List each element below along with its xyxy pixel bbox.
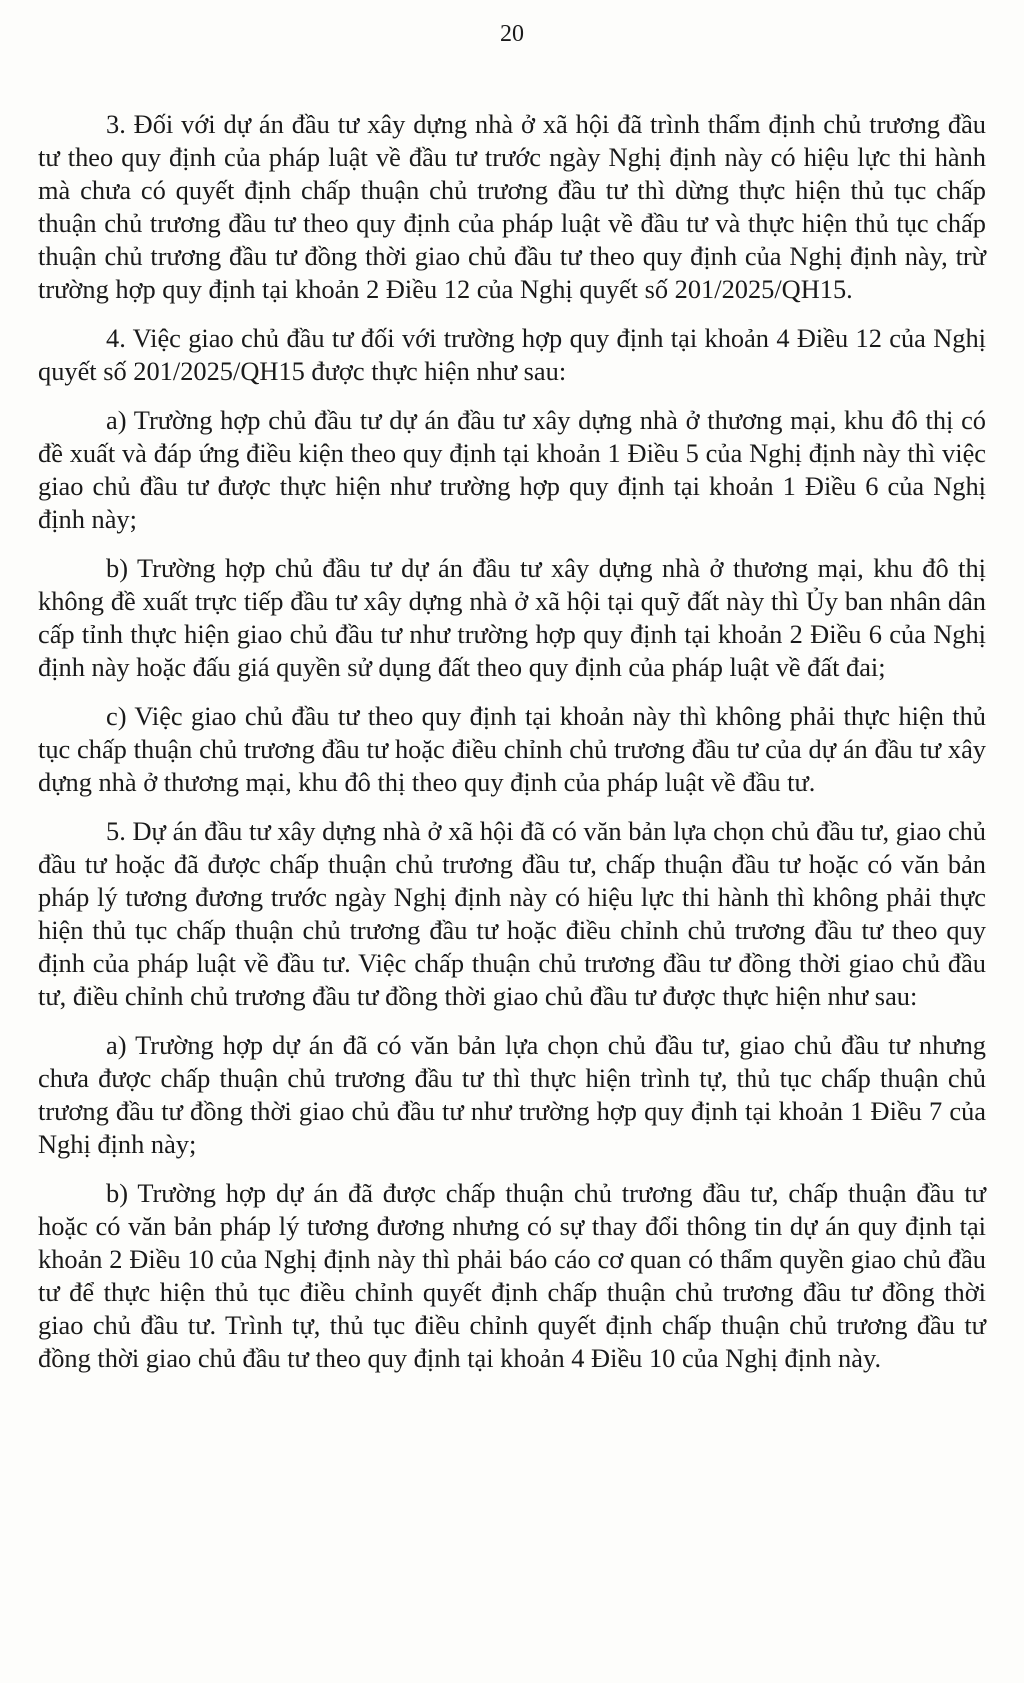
document-body: [38, 108, 986, 1391]
paragraph-clause-4a: a) Trường hợp chủ đầu tư dự án đầu tư xây dựng nhà ở thương mại, khu đô thị có đề xuất và đáp ứng điều kiện theo quy định tại khoản 1 Điều 5 của Nghị định này thì việc giao chủ đầu tư được thực hiện như trường hợp quy định tại khoản 1 Điều 6 của Nghị định này;: [38, 405, 986, 534]
paragraph-clause-5a: a) Trường hợp dự án đã có văn bản lựa chọn chủ đầu tư, giao chủ đầu tư nhưng chưa được chấp thuận chủ trương đầu tư thì thực hiện trình tự, thủ tục chấp thuận chủ trương đầu tư đồng thời giao chủ đầu tư như trường hợp quy định tại khoản 1 Điều 7 của Nghị định này;: [38, 1030, 986, 1159]
paragraph-clause-5b: b) Trường hợp dự án đã được chấp thuận chủ trương đầu tư, chấp thuận đầu tư hoặc có văn bản pháp lý tương đương nhưng có sự thay đổi thông tin dự án quy định tại khoản 2 Điều 10 của Nghị định này thì phải báo cáo cơ quan có thẩm quyền giao chủ đầu tư để thực hiện thủ tục điều chỉnh quyết định chấp thuận chủ trương đầu tư đồng thời giao chủ đầu tư. Trình tự, thủ tục điều chỉnh quyết định chấp thuận chủ trương đầu tư đồng thời giao chủ đầu tư theo quy định tại khoản 4 Điều 10 của Nghị định này.: [38, 1178, 986, 1373]
paragraph-clause-4c: c) Việc giao chủ đầu tư theo quy định tại khoản này thì không phải thực hiện thủ tục chấp thuận chủ trương đầu tư hoặc điều chỉnh chủ trương đầu tư của dự án đầu tư xây dựng nhà ở thương mại, khu đô thị theo quy định của pháp luật về đầu tư.: [38, 701, 986, 797]
paragraph-clause-4: 4. Việc giao chủ đầu tư đối với trường hợp quy định tại khoản 4 Điều 12 của Nghị quyết số 201/2025/QH15 được thực hiện như sau:: [38, 323, 986, 386]
paragraph-clause-3: 3. Đối với dự án đầu tư xây dựng nhà ở xã hội đã trình thẩm định chủ trương đầu tư theo quy định của pháp luật về đầu tư trước ngày Nghị định này có hiệu lực thi hành mà chưa có quyết định chấp thuận chủ trương đầu tư thì dừng thực hiện thủ tục chấp thuận chủ trương đầu tư theo quy định của pháp luật về đầu tư và thực hiện thủ tục chấp thuận chủ trương đầu tư đồng thời giao chủ đầu tư theo quy định của Nghị định này, trừ trường hợp quy định tại khoản 2 Điều 12 của Nghị quyết số 201/2025/QH15.: [38, 109, 986, 304]
page-number: 20: [500, 21, 524, 47]
paragraph-clause-4b: b) Trường hợp chủ đầu tư dự án đầu tư xây dựng nhà ở thương mại, khu đô thị không đề xuất trực tiếp đầu tư xây dựng nhà ở xã hội tại quỹ đất này thì Ủy ban nhân dân cấp tỉnh thực hiện giao chủ đầu tư như trường hợp quy định tại khoản 2 Điều 6 của Nghị định này hoặc đấu giá quyền sử dụng đất theo quy định của pháp luật về đất đai;: [38, 553, 986, 682]
paragraph-clause-5: 5. Dự án đầu tư xây dựng nhà ở xã hội đã có văn bản lựa chọn chủ đầu tư, giao chủ đầu tư hoặc đã được chấp thuận chủ trương đầu tư, chấp thuận đầu tư hoặc có văn bản pháp lý tương đương trước ngày Nghị định này có hiệu lực thi hành thì không phải thực hiện thủ tục chấp thuận chủ trương đầu tư hoặc điều chỉnh chủ trương đầu tư theo quy định của pháp luật về đầu tư. Việc chấp thuận chủ trương đầu tư đồng thời giao chủ đầu tư, điều chỉnh chủ trương đầu tư đồng thời giao chủ đầu tư được thực hiện như sau:: [38, 816, 986, 1011]
